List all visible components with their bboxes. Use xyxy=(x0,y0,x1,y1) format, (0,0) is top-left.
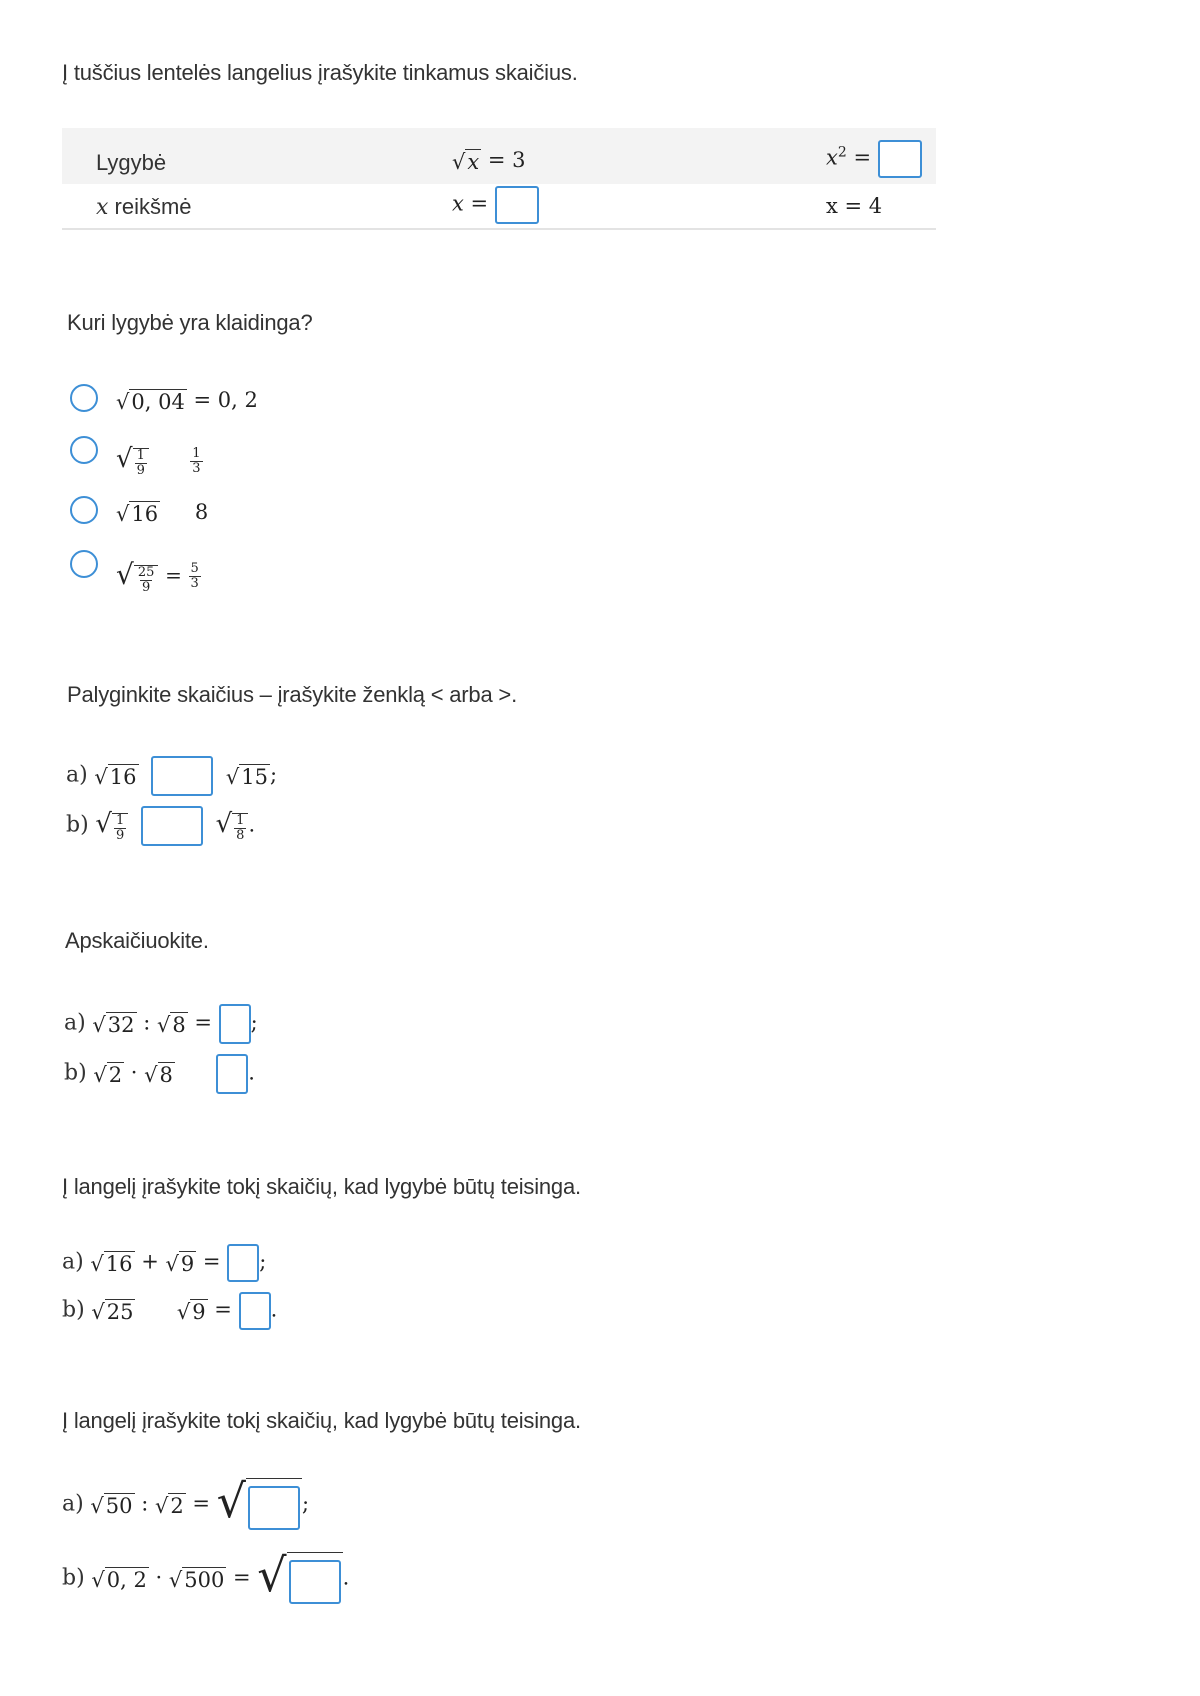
answer-box-q6b[interactable] xyxy=(289,1560,341,1604)
sqrt-symbol: √x xyxy=(452,150,480,174)
radio-option-2[interactable] xyxy=(70,436,98,464)
answer-box-q4b[interactable] xyxy=(216,1054,248,1094)
table-row-label-x-value: x reikšmė xyxy=(96,194,192,220)
option-3-expression: √16 8 xyxy=(116,500,209,526)
answer-box-x-value[interactable] xyxy=(495,186,539,224)
q6-part-b: b) √0, 2 · √500 = √ . xyxy=(62,1552,349,1606)
option-1-expression: √0, 04 = 0, 2 xyxy=(116,388,258,414)
option-4-expression: √ $\frac{25}{9}$ = $\frac{5}{3}$ xyxy=(116,558,199,595)
answer-box-q5a[interactable] xyxy=(227,1244,259,1282)
compare-box-a[interactable] xyxy=(151,756,213,796)
table-row-label-equation: Lygybė xyxy=(96,150,167,175)
table-cell-x-squared: $x^2$ = xyxy=(826,140,922,178)
answer-box-q6a[interactable] xyxy=(248,1486,300,1530)
q3-part-b: b) √ $\frac{1}{9}$ √ $\frac{1}{8}$ . xyxy=(66,806,255,846)
q6-instruction: Į langelį įrašykite tokį skaičių, kad lygybė būtų teisinga. xyxy=(62,1408,581,1433)
q5-part-b: b) √25 √9 = . xyxy=(62,1292,277,1330)
q3-instruction: Palyginkite skaičius – įrašykite ženklą < arba >. xyxy=(67,682,517,707)
table-cell-x-value-2: x = 4 xyxy=(826,194,883,218)
radio-option-3[interactable] xyxy=(70,496,98,524)
compare-box-b[interactable] xyxy=(141,806,203,846)
radio-option-1[interactable] xyxy=(70,384,98,412)
q1-instruction: Į tuščius lentelės langelius įrašykite tinkamus skaičius. xyxy=(62,60,578,85)
q5-instruction: Į langelį įrašykite tokį skaičių, kad lygybė būtų teisinga. xyxy=(62,1174,581,1199)
answer-box-q5b[interactable] xyxy=(239,1292,271,1330)
q2-question: Kuri lygybė yra klaidinga? xyxy=(67,310,313,335)
option-2-expression: √ $\frac{1}{9}$ $\frac{1}{3}$ xyxy=(116,444,201,478)
answer-box-x-squared[interactable] xyxy=(878,140,922,178)
answer-box-q4a[interactable] xyxy=(219,1004,251,1044)
q5-part-a: a) √16 + √9 = ; xyxy=(62,1244,266,1282)
q3-part-a: a) √16 √15; xyxy=(66,756,277,796)
table-cell-sqrt-x-eq-3: √x = 3 xyxy=(452,148,526,174)
radio-option-4[interactable] xyxy=(70,550,98,578)
table-cell-x-value-1: x = xyxy=(452,186,539,224)
q4-part-a: a) √32 : √8 = ; xyxy=(64,1004,258,1044)
q6-part-a: a) √50 : √2 = √ ; xyxy=(62,1478,309,1532)
q4-instruction: Apskaičiuokite. xyxy=(65,928,209,953)
table-divider xyxy=(62,228,936,230)
q4-part-b: b) √2 · √8 . xyxy=(64,1054,255,1094)
